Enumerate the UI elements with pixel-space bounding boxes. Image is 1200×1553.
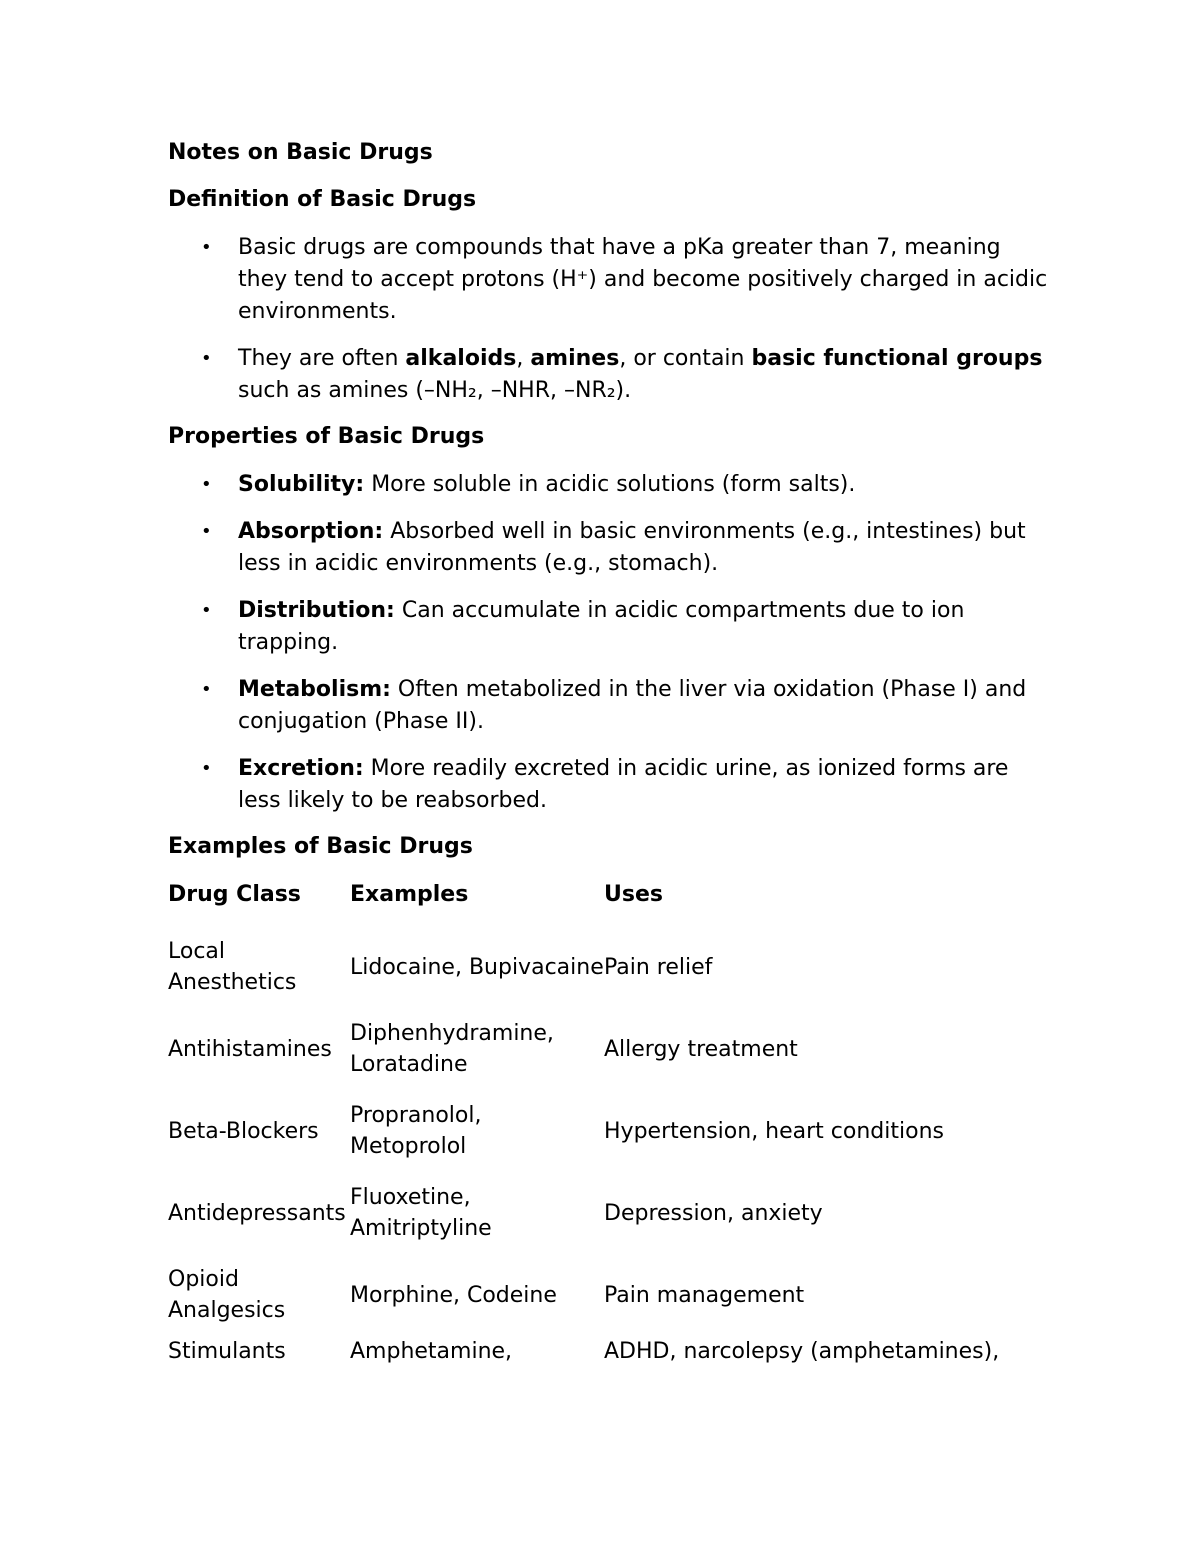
table-header-row (168, 879, 1044, 926)
property-text: More soluble in acidic solutions (form salts). (364, 472, 856, 497)
text-run: , (516, 346, 531, 371)
properties-heading: Properties of Basic Drugs (168, 424, 485, 449)
cell-drug-class: Stimulants (168, 1339, 286, 1364)
list-item (168, 232, 1048, 328)
cell-examples: Fluoxetine, Amitriptyline (350, 1185, 492, 1241)
property-text: Can accumulate in acidic compartments due to ion trapping. (238, 598, 965, 655)
bullet-icon: • (201, 237, 212, 258)
table-row (168, 1336, 1044, 1376)
bullet-icon: • (201, 600, 212, 621)
bullet-icon: • (201, 758, 212, 779)
list-item (168, 595, 1048, 659)
property-label: Absorption: (238, 519, 384, 544)
cell-examples: Propranolol, Metoprolol (350, 1103, 482, 1159)
property-label: Distribution: (238, 598, 395, 623)
definition-heading: Definition of Basic Drugs (168, 187, 477, 212)
cell-drug-class: Opioid Analgesics (168, 1267, 286, 1323)
bullet-icon: • (201, 521, 212, 542)
bullet-icon: • (201, 348, 212, 369)
table-row (168, 1254, 1044, 1336)
column-header-drug-class: Drug Class (168, 882, 301, 907)
properties-list (168, 469, 1048, 817)
cell-examples: Diphenhydramine, Loratadine (350, 1021, 554, 1077)
cell-uses: ADHD, narcolepsy (amphetamines), (604, 1339, 1000, 1364)
list-item (168, 674, 1048, 738)
table-row (168, 926, 1044, 1008)
property-text: Absorbed well in basic environments (e.g., intestines) but less in acidic environments (e.g., stomach). (238, 519, 1026, 576)
definition-text-2 (238, 346, 1042, 403)
bullet-icon: • (201, 679, 212, 700)
document-page (168, 138, 1048, 1376)
property-label: Solubility: (238, 472, 365, 497)
property-text: Often metabolized in the liver via oxidation (Phase I) and conjugation (Phase II). (238, 677, 1027, 734)
cell-drug-class: Beta-Blockers (168, 1118, 319, 1144)
table-row (168, 1090, 1044, 1172)
cell-drug-class: Antidepressants (168, 1200, 346, 1226)
cell-uses: Pain relief (604, 954, 713, 980)
cell-uses: Depression, anxiety (604, 1200, 823, 1226)
bold-term: basic functional groups (751, 346, 1043, 371)
cell-uses: Hypertension, heart conditions (604, 1118, 944, 1144)
list-item (168, 469, 1048, 501)
property-text: More readily excreted in acidic urine, as ionized forms are less likely to be reabsorbed. (238, 756, 1009, 813)
column-header-uses: Uses (604, 882, 663, 907)
property-label: Excretion: (238, 756, 364, 781)
table-row (168, 1172, 1044, 1254)
table-row (168, 1008, 1044, 1090)
definition-list (168, 232, 1048, 407)
cell-examples: Lidocaine, Bupivacaine (350, 954, 604, 980)
list-item (168, 753, 1048, 817)
cell-examples: Morphine, Codeine (350, 1282, 557, 1308)
list-item (168, 343, 1048, 407)
definition-text-1: Basic drugs are compounds that have a pKa greater than 7, meaning they tend to accept protons (H⁺) and become positively charged in acidic environments. (238, 235, 1048, 324)
examples-table (168, 879, 1044, 1376)
examples-heading: Examples of Basic Drugs (168, 834, 473, 859)
cell-drug-class: Antihistamines (168, 1036, 332, 1062)
text-run: They are often (238, 346, 406, 371)
document-title: Notes on Basic Drugs (168, 140, 433, 165)
bold-term: amines (530, 346, 620, 371)
bullet-icon: • (201, 474, 212, 495)
cell-uses: Allergy treatment (604, 1036, 798, 1062)
bold-term: alkaloids (405, 346, 517, 371)
text-run: , or contain (619, 346, 752, 371)
cell-uses: Pain management (604, 1282, 805, 1308)
list-item (168, 516, 1048, 580)
cell-drug-class: Local Anesthetics (168, 939, 297, 995)
property-label: Metabolism: (238, 677, 391, 702)
column-header-examples: Examples (350, 882, 469, 907)
cell-examples: Amphetamine, (350, 1339, 513, 1364)
text-run: such as amines (–NH₂, –NHR, –NR₂). (238, 378, 632, 403)
